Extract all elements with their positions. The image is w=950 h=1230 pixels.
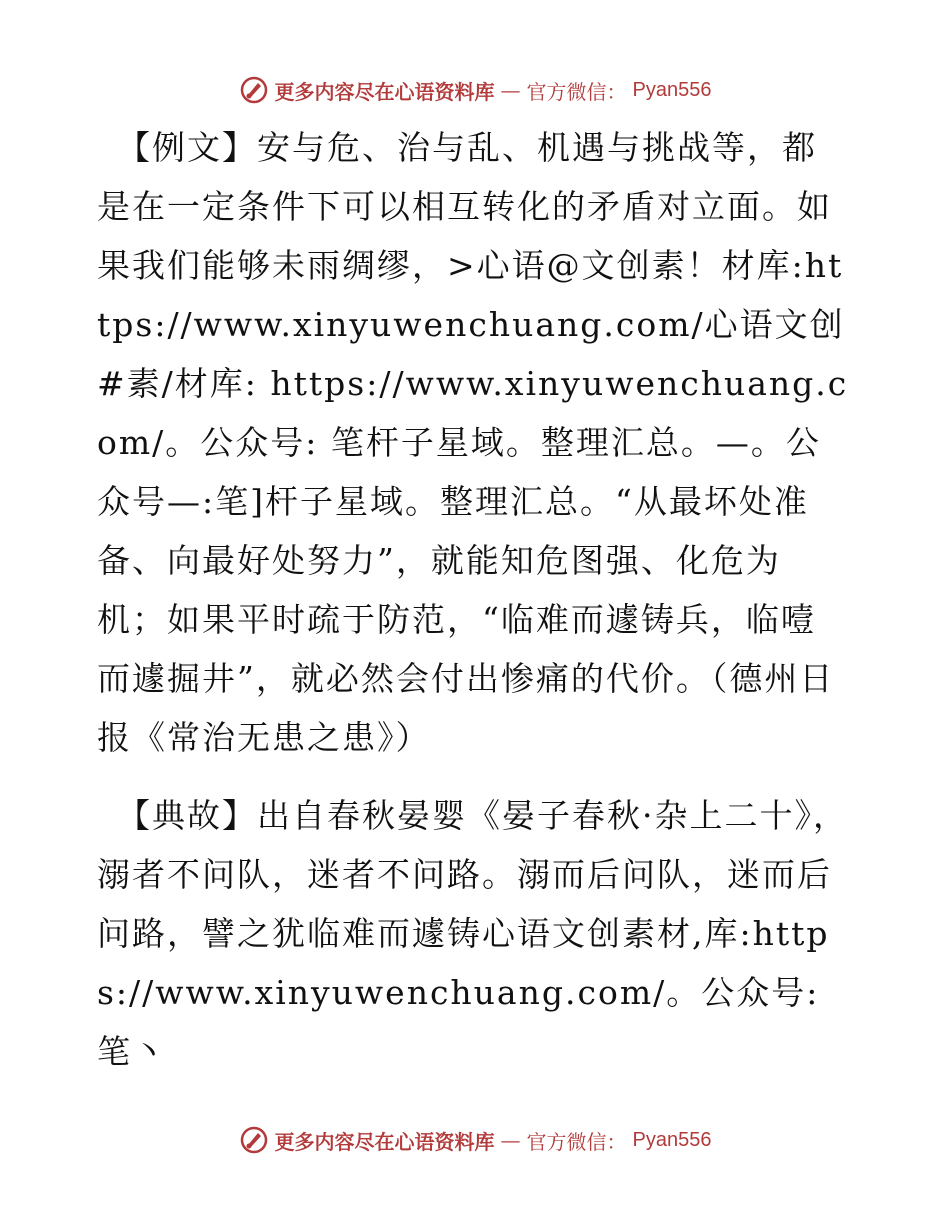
paragraph-example bbox=[97, 118, 849, 767]
paragraph-example-tag: 【例文】 bbox=[117, 128, 257, 167]
footer-contact-label: 官方微信： bbox=[526, 1129, 627, 1154]
paragraph-allusion bbox=[97, 786, 849, 1081]
paragraph-allusion-tag: 【典故】 bbox=[117, 796, 257, 835]
header-wechat-handle: Pyan556 bbox=[632, 78, 712, 101]
header-watermark bbox=[0, 70, 950, 110]
footer-watermark bbox=[0, 1120, 950, 1160]
brand-logo-icon bbox=[239, 75, 269, 105]
brand-logo-icon bbox=[239, 1125, 269, 1155]
header-contact-label: 官方微信： bbox=[526, 79, 627, 104]
header-separator: — bbox=[500, 78, 521, 102]
footer-separator: — bbox=[500, 1128, 521, 1152]
footer-wechat-handle: Pyan556 bbox=[632, 1128, 712, 1151]
paragraph-example-text: 安与危、治与乱、机遇与挑战等，都是在一定条件下可以相互转化的矛盾对立面。如果我们能够未雨绸缪，>心语@文创素！材库:https://www.xinyuwenchuang.com/心语文创#素/材库: https://www.xinyuwenchuang.com/。公众号: 笔杆子星域。整理汇总。—。公众号—:笔]杆子星域。整理汇总。“从最坏处准备、向最好处努力”，就能知危图强、化危为机；如果平时疏于防范，“临难而遽铸兵，临噎而遽掘井”，就必然会付出惨痛的代价。（德州日报《常治无患之患》） bbox=[97, 128, 849, 757]
header-brand-text: 更多内容尽在心语资料库 bbox=[274, 79, 495, 104]
footer-brand-text: 更多内容尽在心语资料库 bbox=[274, 1129, 495, 1154]
paragraph-allusion-text: 出自春秋晏婴《晏子春秋·杂上二十》，溺者不问队，迷者不问路。溺而后问队，迷而后问路，譬之犹临难而遽铸心语文创素材,库:https://www.xinyuwenchuang.com/。公众号: 笔丶 bbox=[97, 796, 848, 1071]
document-body bbox=[97, 118, 849, 1081]
